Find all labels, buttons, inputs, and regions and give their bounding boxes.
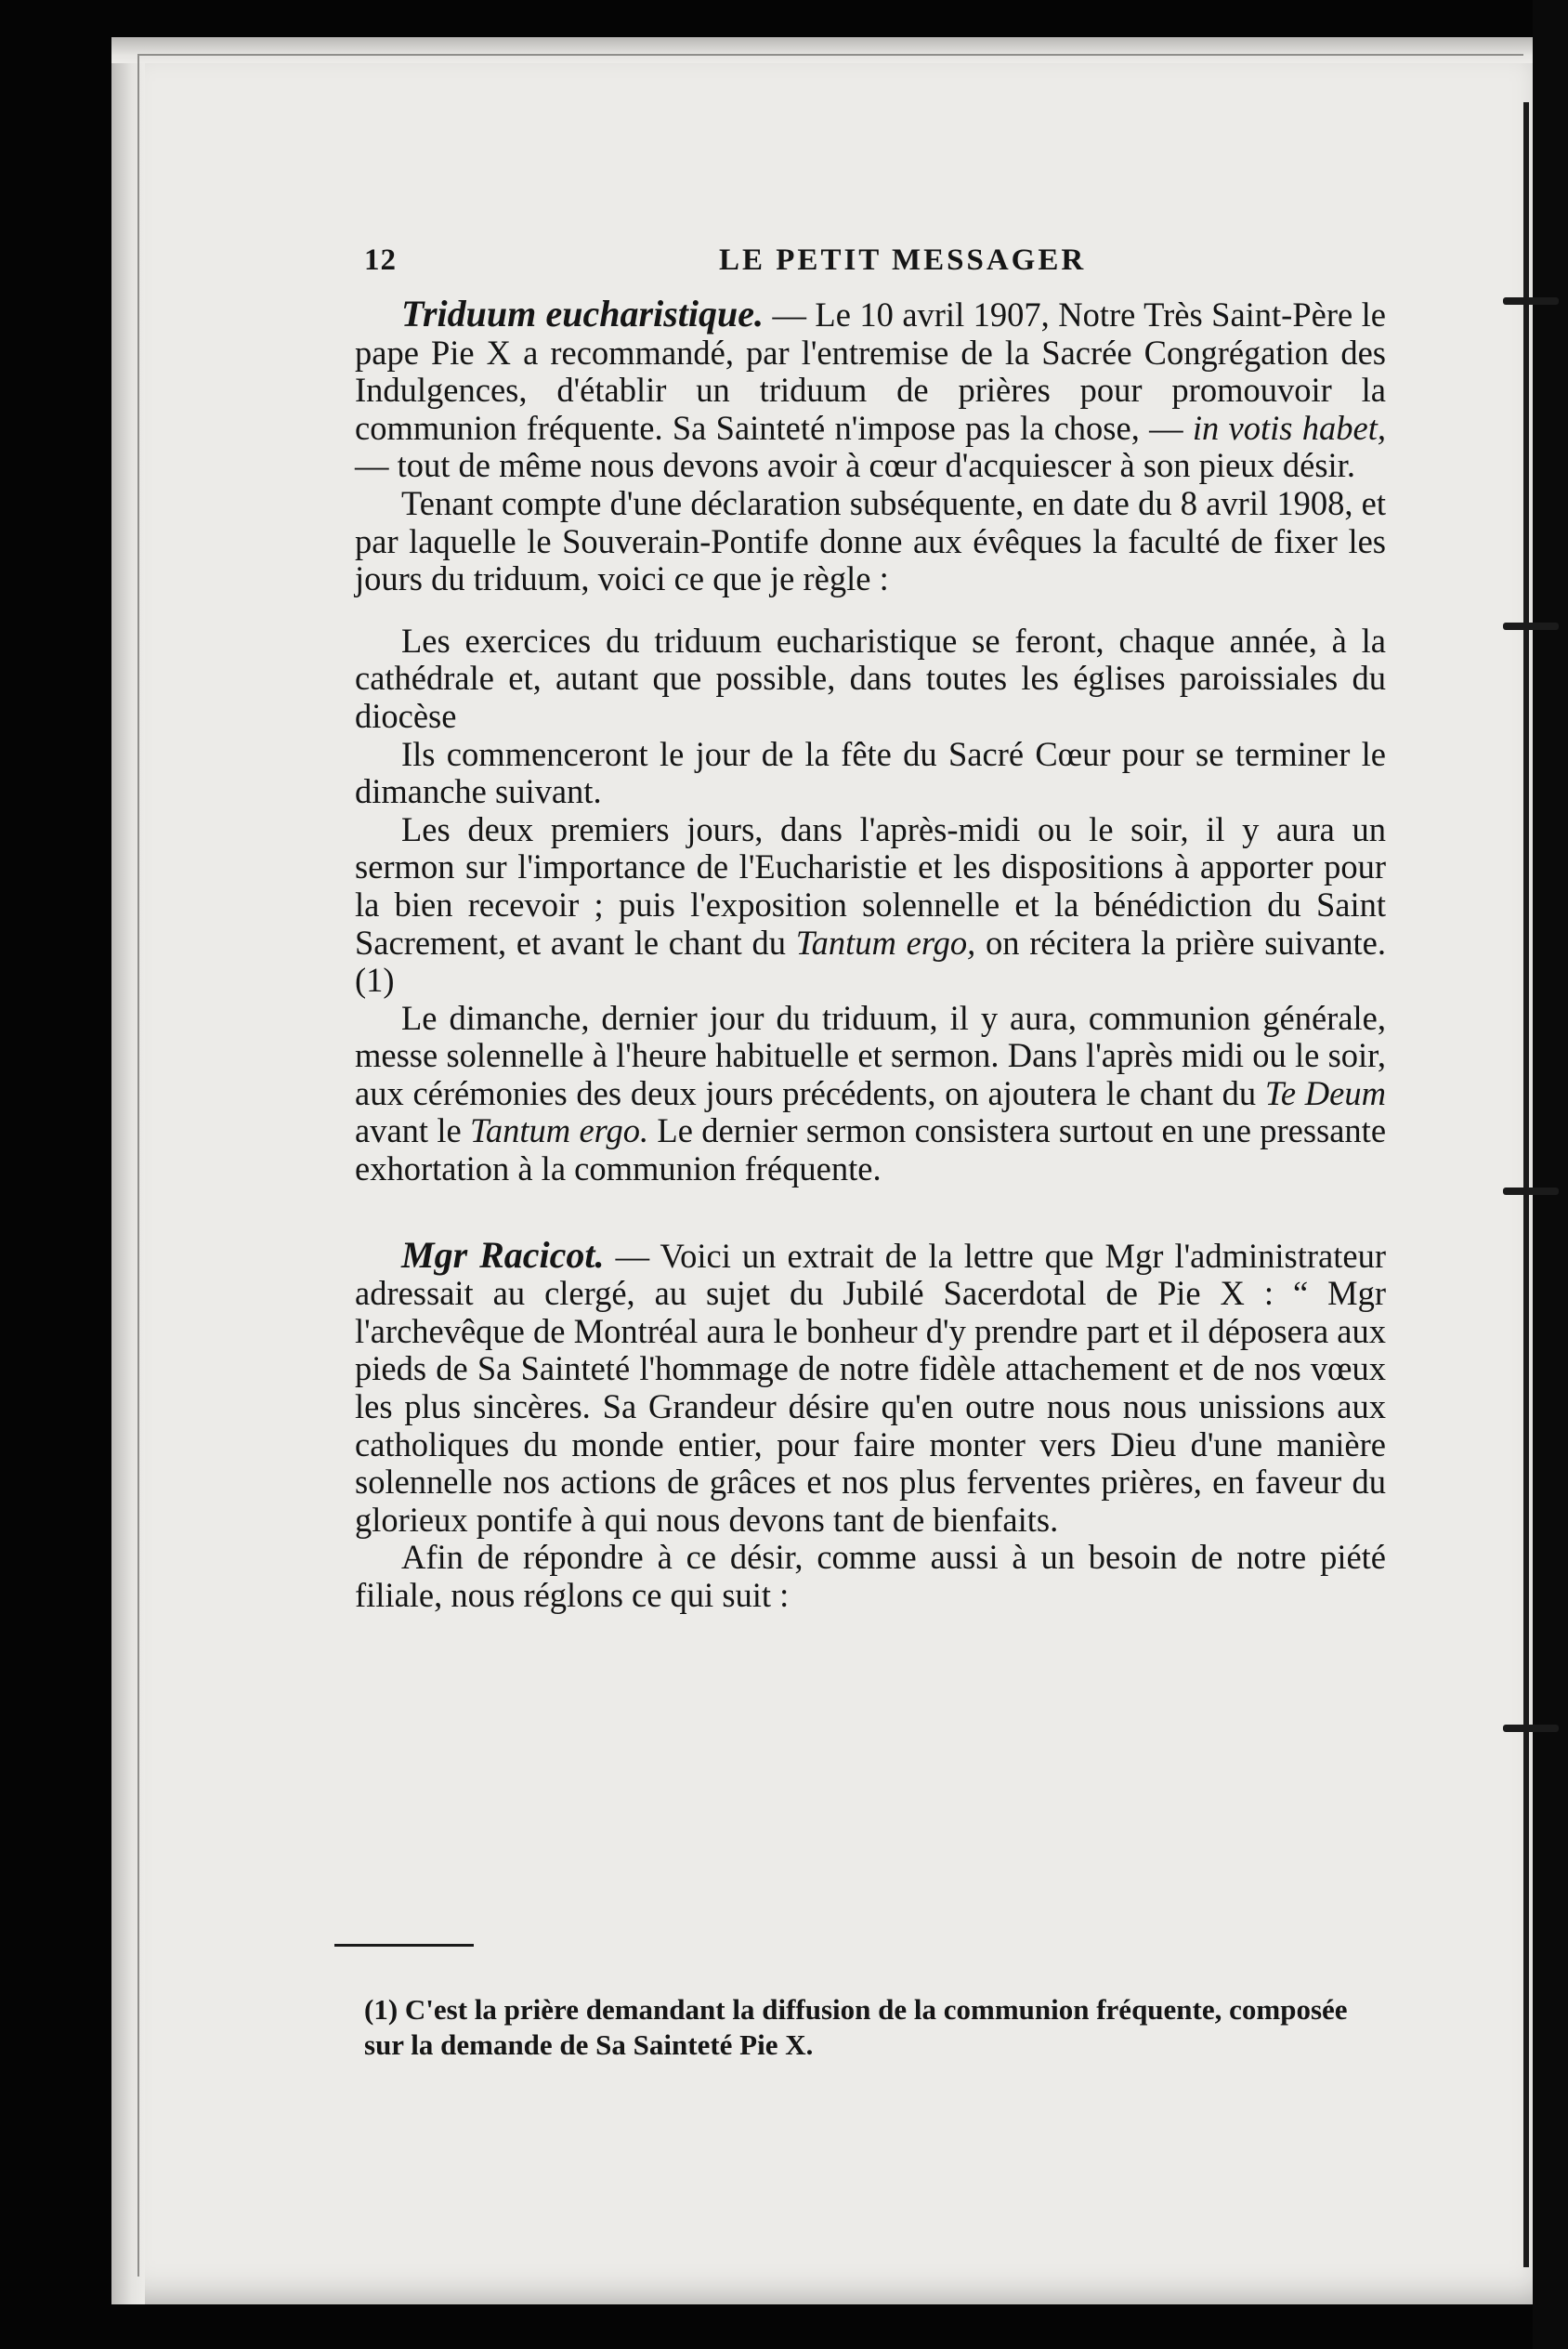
running-title: LE PETIT MESSAGER — [719, 243, 1087, 277]
latin-phrase: Tantum ergo, — [795, 923, 976, 962]
section-heading: Mgr Racicot. — [401, 1233, 605, 1276]
paragraph — [355, 811, 1386, 1000]
paragraph-text: Le dimanche, dernier jour du triduum, il y aura, communion générale, messe solennelle à l'heure habituelle et sermon. Dans l'après midi ou le soir, aux cérémonies des deux jours précédents, on ajoutera le chant du — [355, 998, 1386, 1112]
paragraph: Ils commenceront le jour de la fête du Sacré Cœur pour se terminer le dimanche suivant. — [355, 734, 1386, 811]
latin-phrase: Tantum ergo. — [469, 1111, 649, 1150]
footnote — [364, 1992, 1356, 2063]
binding-stitch — [1503, 623, 1559, 630]
section-heading: Triduum eucharistique. — [401, 293, 764, 335]
paragraph: Afin de répondre à ce désir, comme aussi à un besoin de notre piété filiale, nous réglons ce qui suit : — [355, 1538, 1386, 1614]
paragraph — [355, 295, 1386, 485]
latin-phrase: in votis habet, — [1192, 408, 1386, 447]
binding-stitch — [1503, 297, 1559, 305]
paragraph-text: Les deux premiers jours, dans l'après-midi ou le soir, il y aura un sermon sur l'importance de l'Eucharistie et les dispositions à apporter pour la bien recevoir ; puis l'exposition solennelle et la bénédiction du Saint Sacrement, et avant le chant du — [355, 809, 1386, 962]
paragraph-text: — Voici un extrait de la lettre que Mgr l'administrateur adressait au clergé, au sujet du Jubilé Sacerdotal de Pie X : “ Mgr l'archevêque de Montréal aura le bonheur d'y prendre part et il déposera aux pieds de Sa Sainteté l'hommage de notre fidèle attachement et de nos vœux les plus sincères. Sa Grandeur désire qu'en outre nous nous unissions aux catholiques du monde entier, pour faire monter vers Dieu d'une manière solennelle nos actions de grâces et nos plus ferventes prières, en faveur du glorieux pontife à qui nous devons tant de bienfaits. — [355, 1236, 1387, 1539]
paragraph-text: Le dernier sermon consistera surtout en une pressante exhortation à la communion fréquente. — [355, 1111, 1387, 1188]
scan-background-right — [1533, 0, 1568, 2349]
latin-phrase: Te Deum — [1264, 1073, 1386, 1112]
page-number: 12 — [364, 243, 397, 277]
body-text — [355, 295, 1386, 1615]
paragraph-text: — tout de même nous devons avoir à cœur d'acquiescer à son pieux désir. — [355, 446, 1355, 485]
paragraph: Les exercices du triduum eucharistique se feront, chaque année, à la cathédrale et, autant que possible, dans toutes les églises paroissiales du diocèse — [355, 621, 1386, 735]
footnote-text: (1) C'est la prière demandant la diffusion de la communion fréquente, composée sur la demande de Sa Sainteté Pie X. — [364, 1993, 1348, 2061]
paragraph-text: — Le 10 avril 1907, Notre Très Saint-Père le pape Pie X a recommandé, par l'entremise de la Sacrée Congrégation des Indulgences, d'établir un triduum de prières pour promouvoir la communion fréquente. Sa Sainteté n'impose pas la chose, — — [355, 295, 1386, 447]
paragraph — [355, 1000, 1386, 1188]
paragraph: Tenant compte d'une déclaration subséquente, en date du 8 avril 1908, et par laquelle le Souverain-Pontife donne aux évêques la faculté de fixer les jours du triduum, voici ce que je règle : — [355, 483, 1386, 598]
binding-stitch — [1503, 1188, 1559, 1195]
paragraph-text: on récitera la prière suivante. (1) — [355, 923, 1386, 1000]
paragraph-text: avant le — [355, 1111, 470, 1150]
page-header — [364, 243, 1405, 281]
binding-stitch — [1503, 1725, 1559, 1732]
paragraph — [355, 1233, 1387, 1540]
binding-line — [1523, 102, 1529, 2267]
footnote-rule — [334, 1944, 474, 1947]
